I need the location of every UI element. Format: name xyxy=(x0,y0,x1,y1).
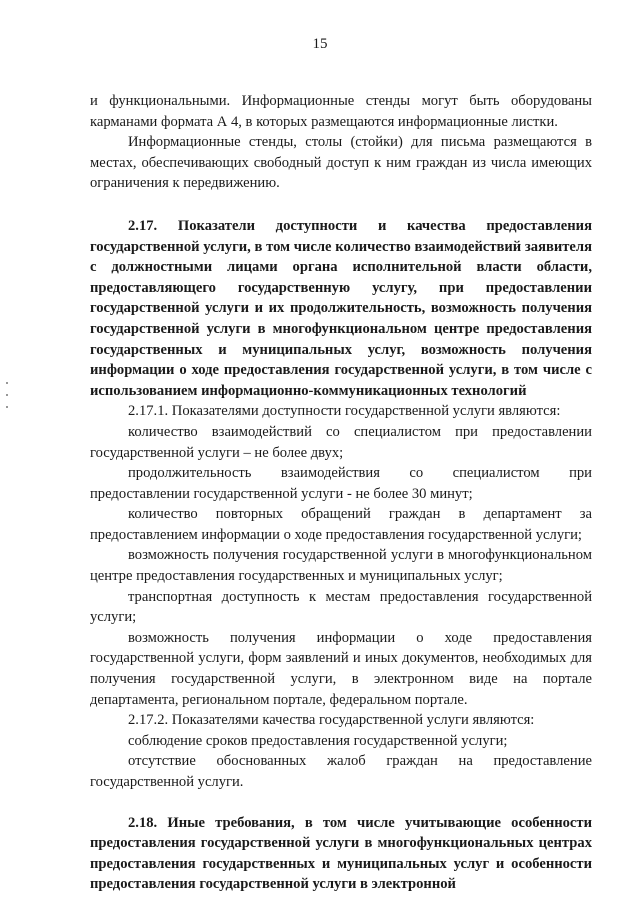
list-item: отсутствие обоснованных жалоб граждан на предоставление государственной услуги. xyxy=(90,753,592,790)
margin-marks xyxy=(6,382,8,422)
list-item: транспортная доступность к местам предоставления государственной услуги; xyxy=(90,588,592,626)
list-item: количество взаимодействий со специалистом при предоставлении государственной услуги – не более двух; xyxy=(90,423,592,461)
page-number: 15 xyxy=(312,36,328,52)
section-heading-2-17: 2.17. Показатели доступности и качества предоставления государственной услуги, в том числе количество взаимодействий заявителя с должностными лицами органа исполнительной власти области, предоставляющего государственную услугу, при предоставлении государственной услуги и их продолжительность, возможность получения государственной услуги в многофункциональном центре предоставления государственных и муниципальных услуг, возможность получения информации о ходе предоставления государственной услуги, в том числе с использованием информационно-коммуникационных технологий xyxy=(90,217,592,399)
document-body xyxy=(90,91,592,895)
list-item: возможность получения государственной услуги в многофункциональном центре предоставления государственных и муниципальных услуг; xyxy=(90,547,592,585)
paragraph: 2.17.2. Показателями качества государственной услуги являются: xyxy=(128,712,535,729)
list-item: количество повторных обращений граждан в департамент за предоставлением информации о ходе предоставления государственной услуги; xyxy=(90,506,592,543)
paragraph: и функциональными. Информационные стенды могут быть оборудованы карманами формата А 4, в которых размещаются информационные листки. xyxy=(90,93,592,130)
section-heading-2-18: 2.18. Иные требования, в том числе учитывающие особенности предоставления государственной услуги в многофункциональных центрах предоставления государственных и муниципальных услуг и особенности предоставления государственной услуги в электронной xyxy=(90,814,592,893)
list-item: возможность получения информации о ходе предоставления государственной услуги, форм заявлений и иных документов, необходимых для получения государственной услуги, в электронном виде на портале департамента, региональном портале, федеральном портале. xyxy=(90,629,592,708)
paragraph: 2.17.1. Показателями доступности государственной услуги являются: xyxy=(128,403,561,420)
list-item: соблюдение сроков предоставления государственной услуги; xyxy=(128,732,508,749)
paragraph: Информационные стенды, столы (стойки) для письма размещаются в местах, обеспечивающих свободный доступ к ним граждан из числа имеющих ограничения к передвижению. xyxy=(90,134,592,192)
list-item: продолжительность взаимодействия со специалистом при предоставлении государственной услуги - не более 30 минут; xyxy=(90,465,592,502)
